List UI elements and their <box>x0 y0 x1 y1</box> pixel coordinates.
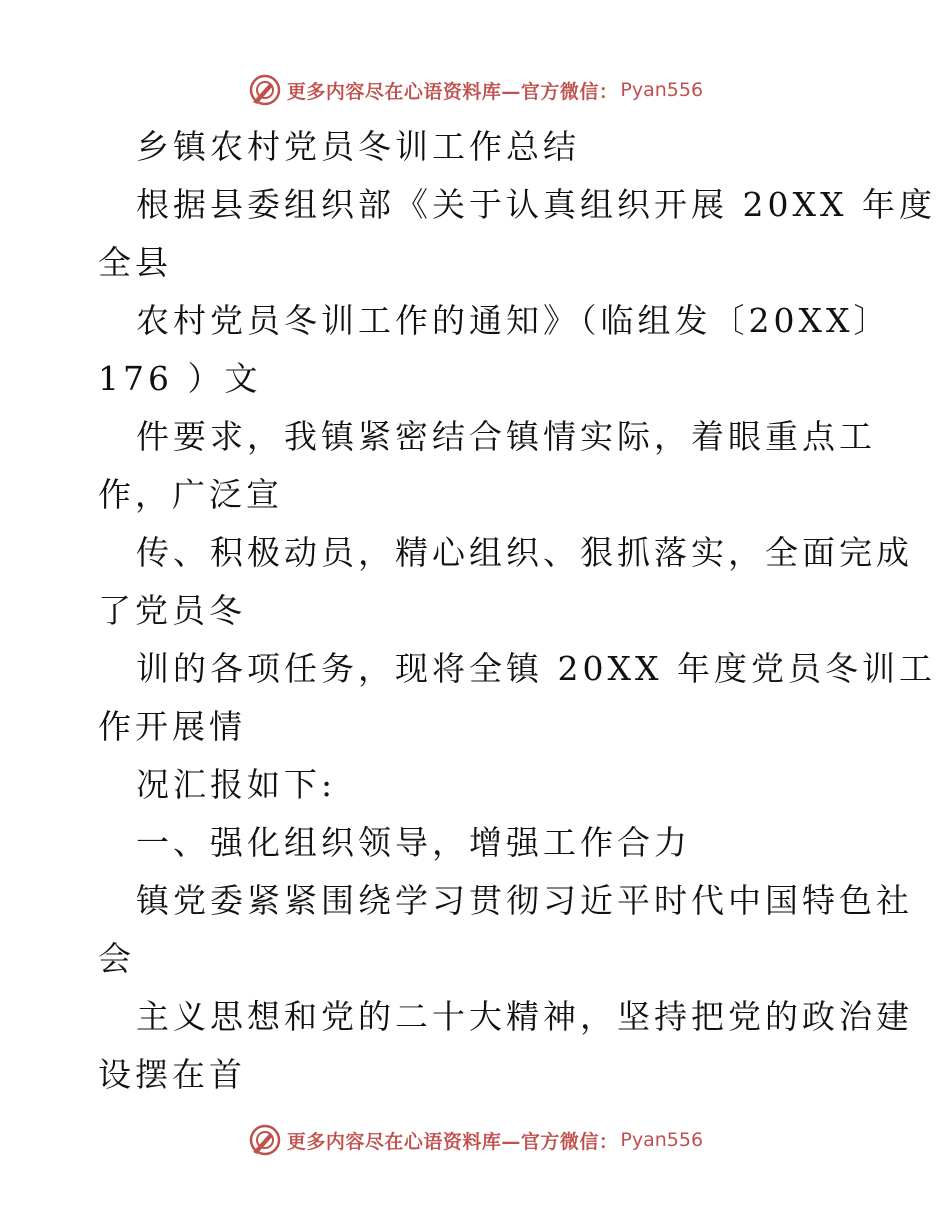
section-heading: 一、强化组织领导，增强工作合力 <box>136 823 691 862</box>
text-line: 镇党委紧紧围绕学习贯彻习近平时代中国特色社 <box>136 881 913 920</box>
text-line: 作，广泛宣 <box>98 475 283 514</box>
text-line: 会 <box>98 939 135 978</box>
text-line: 设摆在首 <box>98 1055 246 1094</box>
banner-contact: Pyan556 <box>620 79 704 101</box>
text-line: 根据县委组织部《关于认真组织开展 20XX 年度 <box>136 185 936 224</box>
text-line: 了党员冬 <box>98 591 246 630</box>
footer-banner <box>0 1120 950 1160</box>
text-line: 全县 <box>98 243 172 282</box>
text-line: 作开展情 <box>98 707 246 746</box>
document-title: 乡镇农村党员冬训工作总结 <box>136 127 580 166</box>
text-line: 176 ）文 <box>98 359 262 398</box>
text-line: 训的各项任务，现将全镇 20XX 年度党员冬训工 <box>136 649 936 688</box>
pen-logo-icon <box>247 72 283 108</box>
text-line: 农村党员冬训工作的通知》（临组发〔20XX〕 <box>136 301 891 340</box>
banner-text: 更多内容尽在心语资料库—官方微信： <box>286 80 619 103</box>
banner-text: 更多内容尽在心语资料库—官方微信： <box>286 1130 619 1153</box>
banner-contact: Pyan556 <box>620 1129 704 1151</box>
text-line: 况汇报如下: <box>136 765 337 804</box>
text-line: 传、积极动员，精心组织、狠抓落实，全面完成 <box>136 533 913 572</box>
text-line: 主义思想和党的二十大精神，坚持把党的政治建 <box>136 997 913 1036</box>
pen-logo-icon <box>247 1122 283 1158</box>
document-body <box>98 118 936 1104</box>
header-banner <box>0 70 950 110</box>
text-line: 件要求，我镇紧密结合镇情实际，着眼重点工 <box>136 417 876 456</box>
